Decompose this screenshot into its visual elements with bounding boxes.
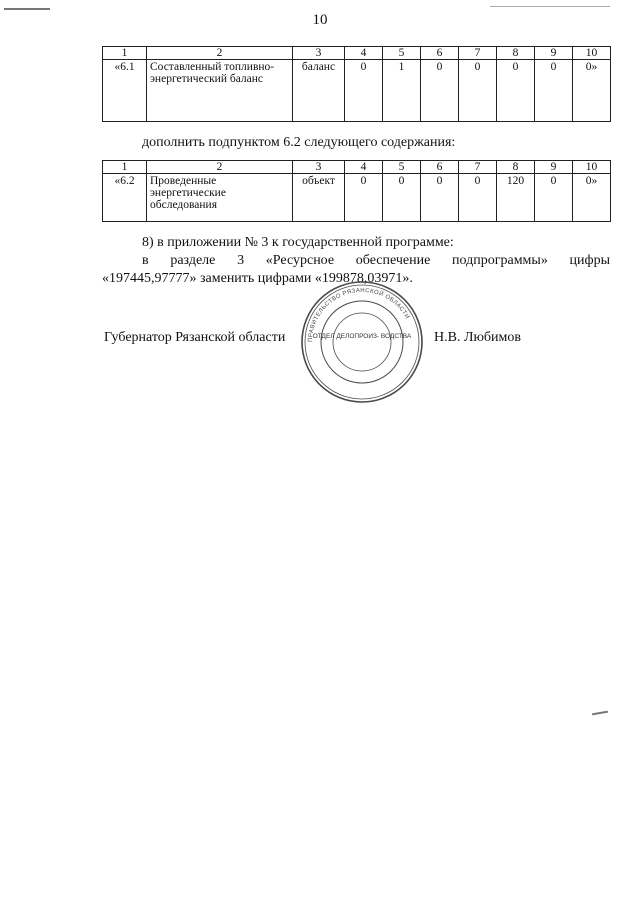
scan-artifact <box>4 8 50 10</box>
header-cell: 1 <box>103 47 147 60</box>
header-cell: 3 <box>293 161 345 174</box>
row-unit-cell: объект <box>293 174 345 222</box>
header-cell: 5 <box>383 161 421 174</box>
header-cell: 1 <box>103 161 147 174</box>
office-stamp <box>300 280 424 404</box>
header-cell: 8 <box>497 161 535 174</box>
row-value-cell: 0 <box>383 174 421 222</box>
row-value-cell: 0 <box>459 174 497 222</box>
header-cell: 6 <box>421 161 459 174</box>
row-name-cell: Составленный топливно-энергетический баланс <box>147 60 293 122</box>
header-cell: 8 <box>497 47 535 60</box>
header-cell: 2 <box>147 161 293 174</box>
header-cell: 2 <box>147 47 293 60</box>
supplement-paragraph: дополнить подпунктом 6.2 следующего содержания: <box>142 135 456 150</box>
row-name-cell: Проведенные энергетические обследования <box>147 174 293 222</box>
row-number-cell: «6.1 <box>103 60 147 122</box>
header-cell: 9 <box>535 47 573 60</box>
scan-artifact <box>490 6 610 7</box>
row-value-cell: 120 <box>497 174 535 222</box>
item-8-paragraph: 8) в приложении № 3 к государственной программе: <box>142 235 454 250</box>
row-value-cell: 0 <box>459 60 497 122</box>
table-row <box>103 60 611 122</box>
section-3-line-2: «197445,97777» заменить цифрами «199878,03971». <box>102 271 413 286</box>
scan-artifact <box>592 711 608 716</box>
table-header-row <box>103 47 611 60</box>
table-subitem-6-1 <box>102 46 611 122</box>
row-value-cell: 0 <box>535 60 573 122</box>
row-value-cell: 1 <box>383 60 421 122</box>
row-number-cell: «6.2 <box>103 174 147 222</box>
row-value-cell: 0 <box>421 60 459 122</box>
row-value-cell: 0» <box>573 174 611 222</box>
header-cell: 6 <box>421 47 459 60</box>
signature-title: Губернатор Рязанской области <box>104 330 286 345</box>
row-value-cell: 0 <box>345 174 383 222</box>
table-subitem-6-2 <box>102 160 611 222</box>
header-cell: 9 <box>535 161 573 174</box>
header-cell: 4 <box>345 161 383 174</box>
stamp-outer-text: ПРАВИТЕЛЬСТВО РЯЗАНСКОЙ ОБЛАСТИ <box>307 287 411 343</box>
header-cell: 5 <box>383 47 421 60</box>
row-value-cell: 0 <box>497 60 535 122</box>
page-number: 10 <box>312 12 328 28</box>
table-header-row <box>103 161 611 174</box>
signature-name: Н.В. Любимов <box>434 330 521 345</box>
row-unit-cell: баланс <box>293 60 345 122</box>
row-value-cell: 0 <box>345 60 383 122</box>
header-cell: 10 <box>573 161 611 174</box>
table-row <box>103 174 611 222</box>
stamp-center-text: ОТДЕЛ ДЕЛОПРОИЗ- ВОДСТВА <box>312 333 412 340</box>
header-cell: 3 <box>293 47 345 60</box>
header-cell: 10 <box>573 47 611 60</box>
row-value-cell: 0 <box>421 174 459 222</box>
header-cell: 7 <box>459 161 497 174</box>
section-3-line-1: в разделе 3 «Ресурсное обеспечение подпрограммы» цифры <box>142 253 610 268</box>
header-cell: 7 <box>459 47 497 60</box>
header-cell: 4 <box>345 47 383 60</box>
row-value-cell: 0» <box>573 60 611 122</box>
row-value-cell: 0 <box>535 174 573 222</box>
